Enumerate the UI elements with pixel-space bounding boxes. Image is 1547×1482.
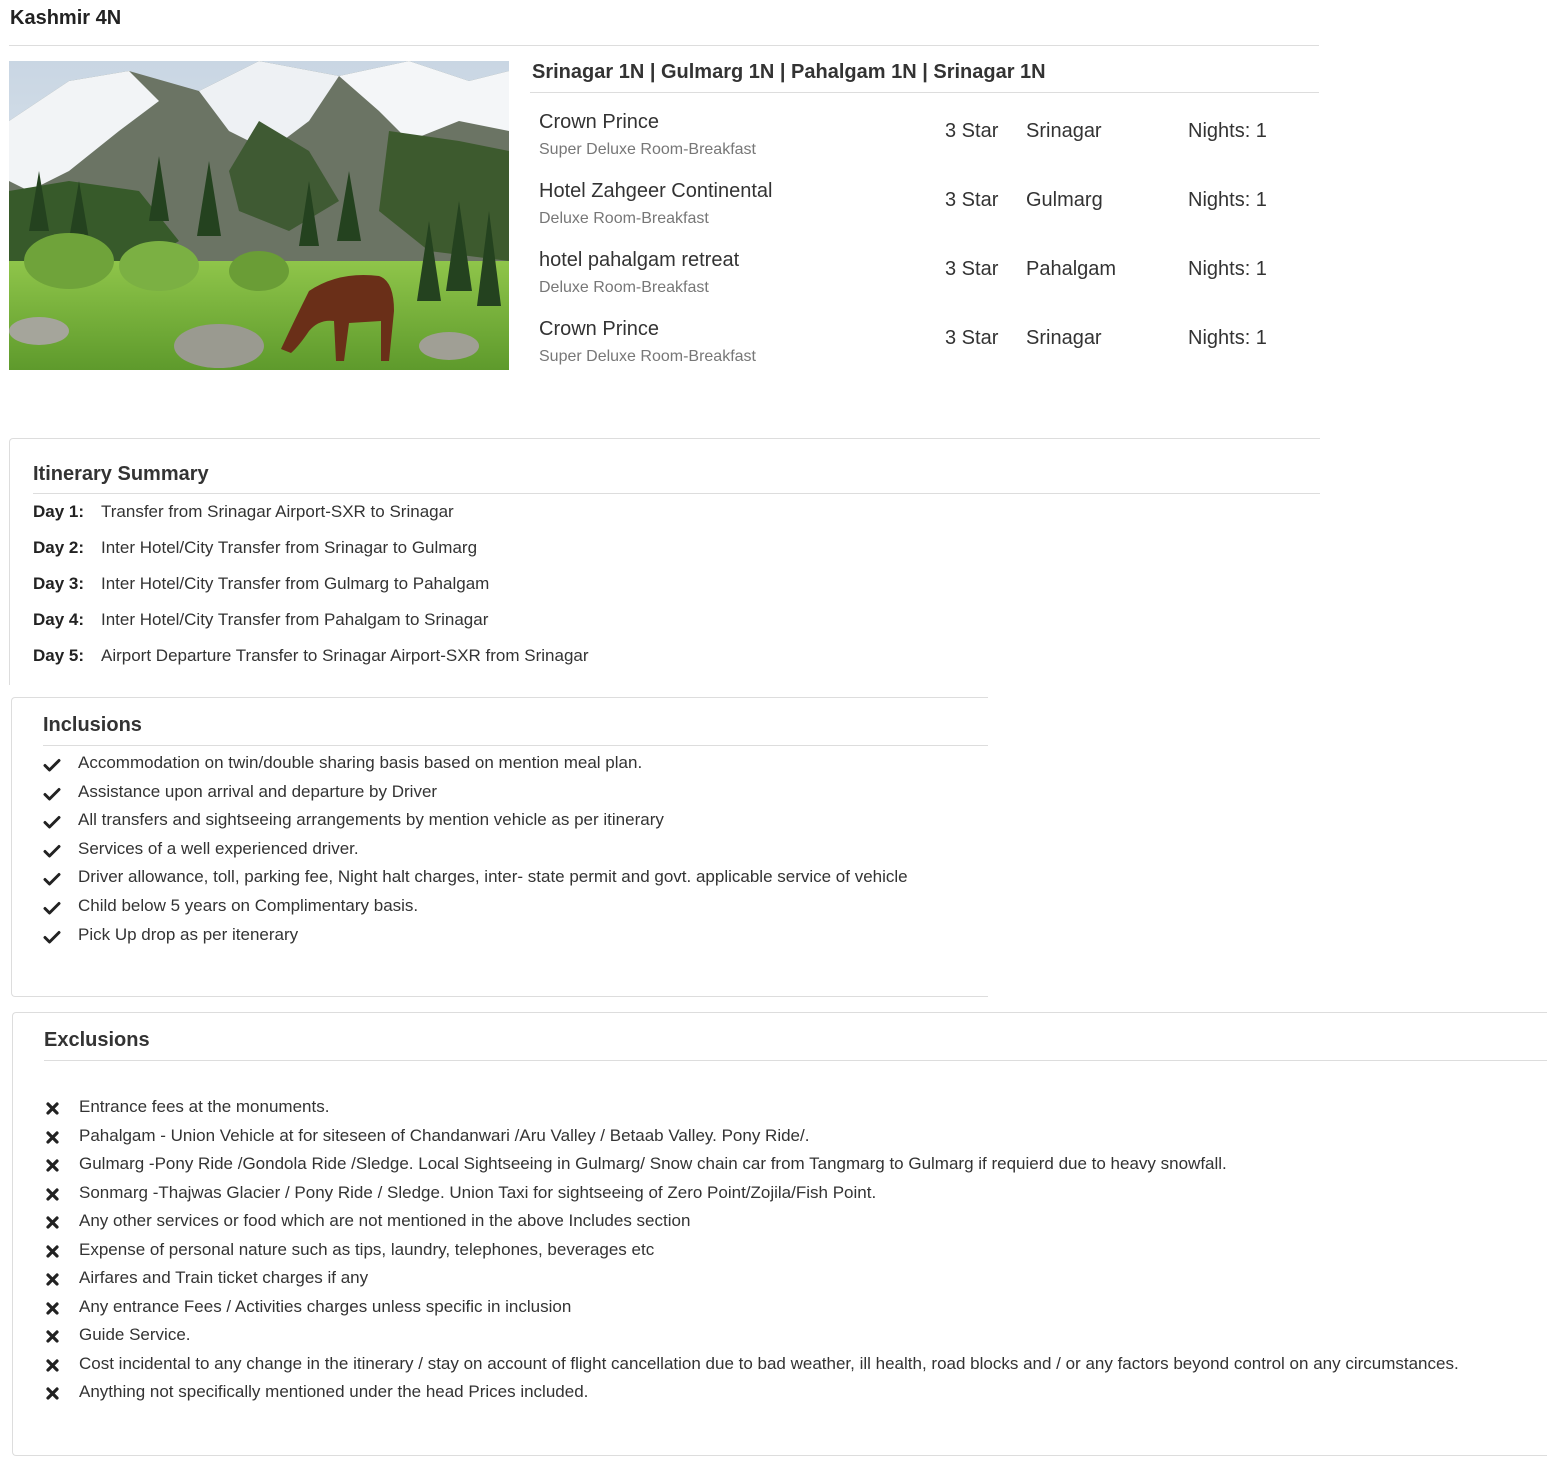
title-divider	[9, 45, 1319, 46]
itinerary-panel	[9, 438, 1320, 685]
hotel-star-rating: 3 Star	[945, 258, 999, 280]
check-icon	[43, 928, 61, 946]
hotel-room-type: Deluxe Room-Breakfast	[539, 279, 709, 296]
exclusion-item	[44, 1325, 1544, 1349]
hotel-row	[539, 180, 1319, 240]
day-description: Airport Departure Transfer to Srinagar Airport-SXR from Srinagar	[101, 646, 589, 665]
list-item-text: Assistance upon arrival and departure by Driver	[78, 781, 438, 801]
hotel-city: Srinagar	[1026, 120, 1102, 142]
day-label: Day 1:	[33, 502, 85, 521]
hotel-city: Gulmarg	[1026, 189, 1103, 211]
hotel-row	[539, 318, 1319, 378]
day-description: Inter Hotel/City Transfer from Gulmarg to Pahalgam	[101, 574, 490, 593]
exclusions-divider	[44, 1060, 1547, 1061]
check-icon	[43, 899, 61, 917]
inclusion-item	[43, 753, 983, 777]
list-item-text: Anything not specifically mentioned under the head Prices included.	[79, 1382, 589, 1401]
cross-icon	[44, 1357, 62, 1375]
hotel-nights: Nights: 1	[1188, 120, 1267, 142]
list-item-text: Accommodation on twin/double sharing basis based on mention meal plan.	[78, 753, 643, 772]
itinerary-day	[33, 646, 1313, 670]
exclusion-item	[44, 1183, 1544, 1207]
list-item-text: Services of a well experienced driver.	[78, 838, 359, 858]
itinerary-divider	[33, 493, 1320, 494]
exclusion-item	[44, 1297, 1544, 1321]
cross-icon	[44, 1385, 62, 1403]
package-title: Kashmir 4N	[10, 7, 122, 29]
cross-icon	[44, 1328, 62, 1346]
check-icon	[43, 756, 61, 774]
check-icon	[43, 785, 61, 803]
hotel-room-type: Super Deluxe Room-Breakfast	[539, 141, 756, 158]
hotel-name: Crown Prince	[539, 318, 660, 340]
inclusions-divider	[43, 745, 988, 746]
exclusions-panel	[12, 1012, 1547, 1456]
day-description: Inter Hotel/City Transfer from Srinagar to Gulmarg	[101, 538, 478, 557]
day-description: Inter Hotel/City Transfer from Pahalgam to Srinagar	[101, 610, 489, 629]
exclusion-item	[44, 1211, 1544, 1235]
exclusions-heading: Exclusions	[44, 1029, 150, 1051]
route-summary: Srinagar 1N | Gulmarg 1N | Pahalgam 1N | Srinagar 1N	[532, 61, 1046, 83]
route-divider	[530, 92, 1319, 93]
itinerary-day	[33, 574, 1313, 598]
inclusions-heading: Inclusions	[43, 714, 142, 736]
list-item-text: Expense of personal nature such as tips, laundry, telephones, beverages etc	[79, 1239, 655, 1259]
hotel-name: hotel pahalgam retreat	[539, 249, 740, 271]
exclusion-item	[44, 1154, 1544, 1178]
inclusions-panel	[11, 697, 988, 997]
list-item-text: Child below 5 years on Complimentary basis.	[78, 896, 419, 915]
day-label: Day 3:	[33, 574, 85, 593]
check-icon	[43, 813, 61, 831]
hotel-room-type: Super Deluxe Room-Breakfast	[539, 348, 756, 365]
itinerary-day	[33, 610, 1313, 634]
list-item-text: Entrance fees at the monuments.	[79, 1097, 330, 1116]
list-item-text: Any entrance Fees / Activities charges unless specific in inclusion	[79, 1296, 572, 1316]
list-item-text: Cost incidental to any change in the itinerary / stay on account of flight cancellation due to bad weather, ill health, road blocks and / or any factors beyond control on any circumstances.	[79, 1353, 1459, 1373]
hotel-nights: Nights: 1	[1188, 258, 1267, 280]
list-item-text: Gulmarg -Pony Ride /Gondola Ride /Sledge. Local Sightseeing in Gulmarg/ Snow chain car from Tangmarg to Gulmarg if requierd due to heavy snowfall.	[79, 1154, 1227, 1173]
inclusion-item	[43, 896, 983, 920]
list-item-text: Sonmarg -Thajwas Glacier / Pony Ride / Sledge. Union Taxi for sightseeing of Zero Point/Zojila/Fish Point.	[79, 1182, 877, 1202]
list-item-text: Pahalgam - Union Vehicle at for siteseen of Chandanwari /Aru Valley / Betaab Valley. Pony Ride/.	[79, 1125, 810, 1145]
hotel-list	[539, 111, 1319, 381]
list-item-text: Airfares and Train ticket charges if any	[79, 1268, 369, 1287]
hotel-row	[539, 249, 1319, 309]
hotel-star-rating: 3 Star	[945, 120, 999, 142]
exclusion-item	[44, 1382, 1544, 1406]
day-description: Transfer from Srinagar Airport-SXR to Srinagar	[101, 502, 454, 521]
list-item-text: Any other services or food which are not mentioned in the above Includes section	[79, 1211, 691, 1230]
hotel-room-type: Deluxe Room-Breakfast	[539, 210, 709, 227]
cross-icon	[44, 1186, 62, 1204]
day-label: Day 2:	[33, 538, 85, 557]
hotel-star-rating: 3 Star	[945, 327, 999, 349]
exclusion-item	[44, 1354, 1544, 1378]
hotel-name: Crown Prince	[539, 111, 660, 133]
itinerary-heading: Itinerary Summary	[33, 463, 209, 485]
hotel-name: Hotel Zahgeer Continental	[539, 180, 773, 202]
hotel-city: Srinagar	[1026, 327, 1102, 349]
hotel-nights: Nights: 1	[1188, 189, 1267, 211]
exclusion-item	[44, 1097, 1544, 1121]
hotel-nights: Nights: 1	[1188, 327, 1267, 349]
inclusion-item	[43, 839, 983, 863]
exclusion-item	[44, 1240, 1544, 1264]
check-icon	[43, 842, 61, 860]
hotel-city: Pahalgam	[1026, 258, 1117, 280]
cross-icon	[44, 1271, 62, 1289]
itinerary-day	[33, 538, 1313, 562]
list-item-text: Pick Up drop as per itenerary	[78, 924, 299, 944]
cross-icon	[44, 1100, 62, 1118]
cross-icon	[44, 1214, 62, 1232]
cross-icon	[44, 1129, 62, 1147]
cross-icon	[44, 1300, 62, 1318]
list-item-text: Driver allowance, toll, parking fee, Night halt charges, inter- state permit and govt. applicable service of vehicle	[78, 867, 908, 887]
cross-icon	[44, 1243, 62, 1261]
exclusion-item	[44, 1126, 1544, 1150]
cross-icon	[44, 1157, 62, 1175]
exclusion-item	[44, 1268, 1544, 1292]
inclusion-item	[43, 810, 983, 834]
check-icon	[43, 870, 61, 888]
inclusion-item	[43, 867, 983, 891]
hotel-star-rating: 3 Star	[945, 189, 999, 211]
day-label: Day 5:	[33, 646, 85, 665]
destination-photo	[9, 61, 509, 370]
inclusion-item	[43, 782, 983, 806]
inclusion-item	[43, 925, 983, 949]
list-item-text: Guide Service.	[79, 1325, 191, 1344]
itinerary-day	[33, 502, 1313, 526]
list-item-text: All transfers and sightseeing arrangements by mention vehicle as per itinerary	[78, 810, 664, 830]
day-label: Day 4:	[33, 610, 85, 629]
hotel-row	[539, 111, 1319, 171]
